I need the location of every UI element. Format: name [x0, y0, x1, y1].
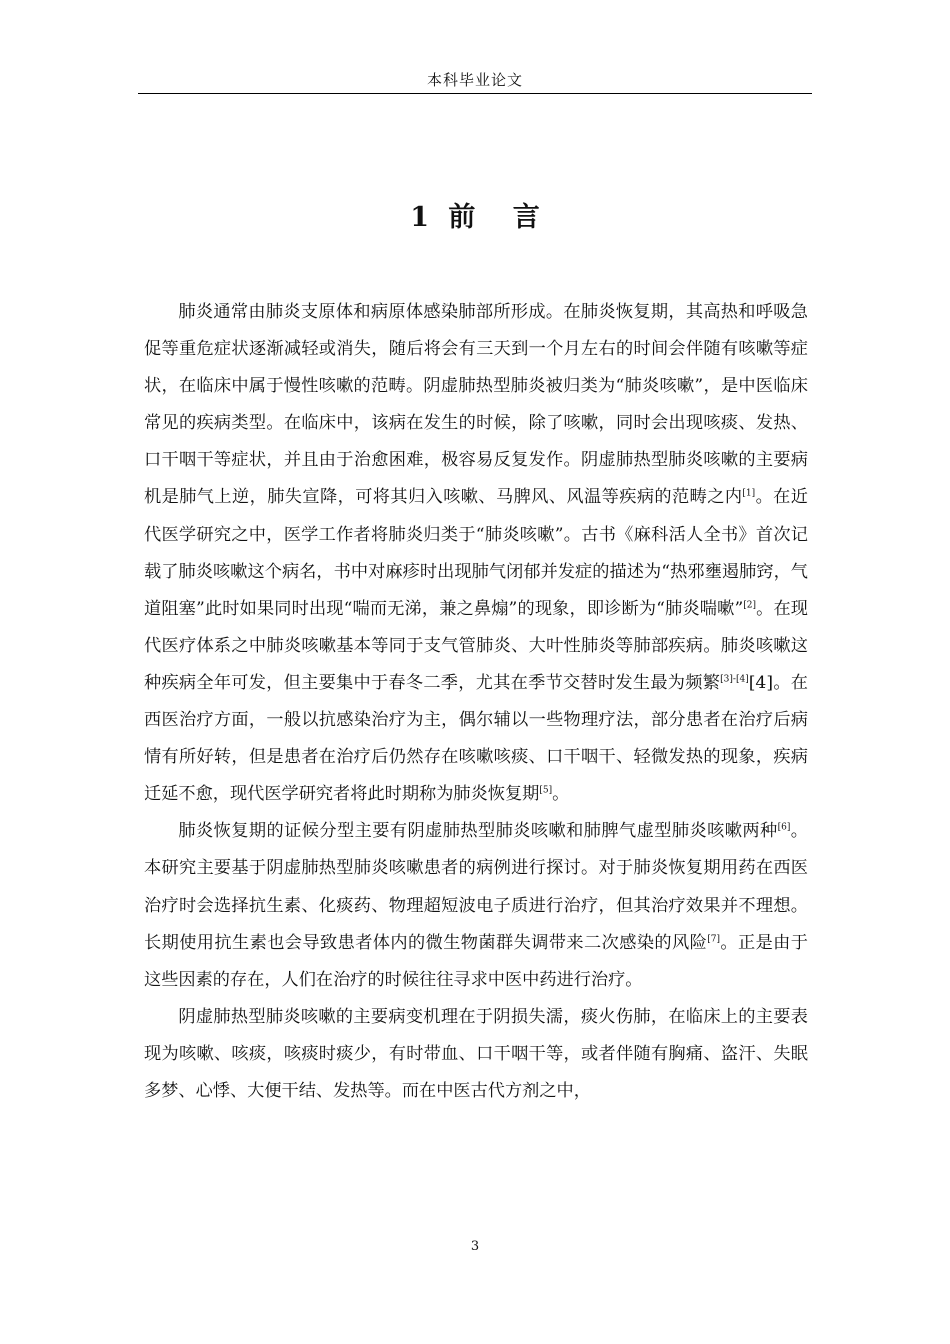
text-run: 肺炎恢复期的证候分型主要有阴虚肺热型肺炎咳嗽和肺脾气虚型肺炎咳嗽两种: [178, 821, 778, 842]
text-run: [4]。在西医治疗方面，一般以抗感染治疗为主，偶尔辅以一些物理疗法，部分患者在治疗后病情有所好转，但是患者在治疗后仍然存在咳嗽咳痰、口干咽干、轻微发热的现象，疾病迁延不愈，现代医学研究者将此时期称为肺炎恢复期: [144, 672, 808, 805]
text-run: 。在现代医疗体系之中肺炎咳嗽基本等同于支气管肺炎、大叶性肺炎等肺部疾病。肺炎咳嗽这种疾病全年可发，但主要集中于春冬二季，尤其在季节交替时发生最为频繁: [144, 598, 808, 693]
citation: [3]-[4]: [720, 674, 749, 685]
chapter-title-part2: 言: [512, 202, 540, 233]
header-rule: [138, 93, 812, 94]
chapter-number: 1: [410, 202, 429, 233]
citation: [2]: [743, 600, 756, 611]
running-header: 本科毕业论文: [426, 71, 523, 89]
chapter-title-part1: 前: [448, 202, 476, 233]
citation: [6]: [777, 822, 791, 833]
chapter-title: [0, 198, 950, 238]
text-run: 。在近代医学研究之中，医学工作者将肺炎归类于“肺炎咳嗽”。古书《麻科活人全书》首次记载了肺炎咳嗽这个病名，书中对麻疹时出现肺气闭郁并发症的描述为“热邪壅遏肺窍，气道阻塞”此时如果同时出现“喘而无涕，兼之鼻煽”的现象，即诊断为“肺炎喘嗽”: [144, 487, 808, 619]
citation: [7]: [707, 933, 720, 944]
body-text: [144, 294, 808, 1110]
text-run: 肺炎通常由肺炎支原体和病原体感染肺部所形成。在肺炎恢复期，其高热和呼吸急促等重危症状逐渐减轻或消失，随后将会有三天到一个月左右的时间会伴随有咳嗽等症状，在临床中属于慢性咳嗽的范畴。阴虚肺热型肺炎被归类为“肺炎咳嗽”，是中医临床常见的疾病类型。在临床中，该病在发生的时候，除了咳嗽，同时会出现咳痰、发热、口干咽干等症状，并且由于治愈困难，极容易反复发作。阴虚肺热型肺炎咳嗽的主要病机是肺气上逆，肺失宣降，可将其归入咳嗽、马脾风、风温等疾病的范畴之内: [144, 302, 808, 508]
text-run: 。: [552, 784, 570, 805]
text-run: 。本研究主要基于阴虚肺热型肺炎咳嗽患者的病例进行探讨。对于肺炎恢复期用药在西医治疗时会选择抗生素、化痰药、物理超短波电子质进行治疗，但其治疗效果并不理想。长期使用抗生素也会导致患者体内的微生物菌群失调带来二次感染的风险: [144, 821, 808, 953]
citation: [5]: [539, 785, 553, 796]
text-run: 。正是由于这些因素的存在，人们在治疗的时候往往寻求中医中药进行治疗。: [144, 932, 808, 990]
paragraph: [144, 999, 808, 1110]
paragraph: [144, 294, 808, 813]
citation: [1]: [742, 488, 756, 499]
page-number: 3: [470, 1239, 480, 1254]
text-run: 阴虚肺热型肺炎咳嗽的主要病变机理在于阴损失濡，痰火伤肺，在临床上的主要表现为咳嗽、咳痰，咳痰时痰少，有时带血、口干咽干等，或者伴随有胸痛、盗汗、失眠多梦、心悸、大便干结、发热等。而在中医古代方剂之中，: [144, 1006, 808, 1101]
paragraph: [144, 813, 808, 998]
